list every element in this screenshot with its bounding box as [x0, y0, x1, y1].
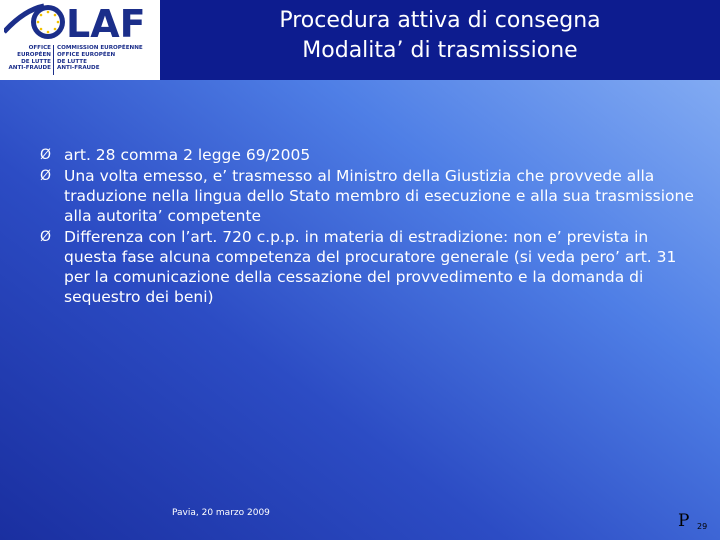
logo-left-line: ANTI-FRAUDE: [8, 65, 51, 72]
bullet-item: [40, 166, 700, 226]
arrow-bullet-icon: Ø: [40, 147, 52, 163]
page-letter: P: [678, 511, 690, 531]
logo-left-line: EUROPÉEN: [17, 51, 51, 58]
bullet-text: Una volta emesso, e’ trasmesso al Ministro della Giustizia che provvede alla traduzione nella lingua dello Stato membro di esecuzione e alla sua trasmissione alla autorita’ competente: [64, 167, 694, 225]
logo-text-right: [57, 45, 157, 72]
logo-right-line: DE LUTTE: [57, 58, 87, 65]
logo-left-line: OFFICE: [28, 45, 51, 51]
slide-title: [160, 6, 720, 66]
logo-right-line: OFFICE EUROPÉEN: [57, 51, 116, 58]
slide-title-line1: Procedura attiva di consegna: [279, 8, 601, 33]
olaf-logo-mark: [4, 2, 158, 42]
bullet-list: [40, 145, 700, 308]
logo-right-line: ANTI-FRAUDE: [57, 65, 100, 72]
footer-date: Pavia, 20 marzo 2009: [172, 508, 270, 518]
page-number: 29: [697, 522, 708, 531]
header-bar: [0, 0, 720, 80]
logo-right-line: COMMISSION EUROPÉENNE: [57, 45, 143, 51]
logo-divider: [53, 45, 54, 75]
bullet-text: Differenza con l’art. 720 c.p.p. in materia di estradizione: non e’ prevista in questa fase alcuna competenza del procuratore generale (si veda pero’ art. 31 per la comunicazione della cessazione del provvedimento e la domanda di sequestro dei beni): [64, 228, 677, 306]
bullet-item: [40, 145, 700, 165]
svg-text:LAF: LAF: [66, 2, 146, 42]
slide-title-line2: Modalita’ di trasmissione: [302, 38, 578, 63]
logo-text-left: [3, 45, 51, 72]
bullet-text: art. 28 comma 2 legge 69/2005: [64, 146, 311, 164]
arrow-bullet-icon: Ø: [40, 229, 52, 245]
olaf-logo: [0, 0, 160, 80]
bullet-item: [40, 227, 700, 307]
arrow-bullet-icon: Ø: [40, 168, 52, 184]
logo-left-line: DE LUTTE: [21, 58, 51, 65]
